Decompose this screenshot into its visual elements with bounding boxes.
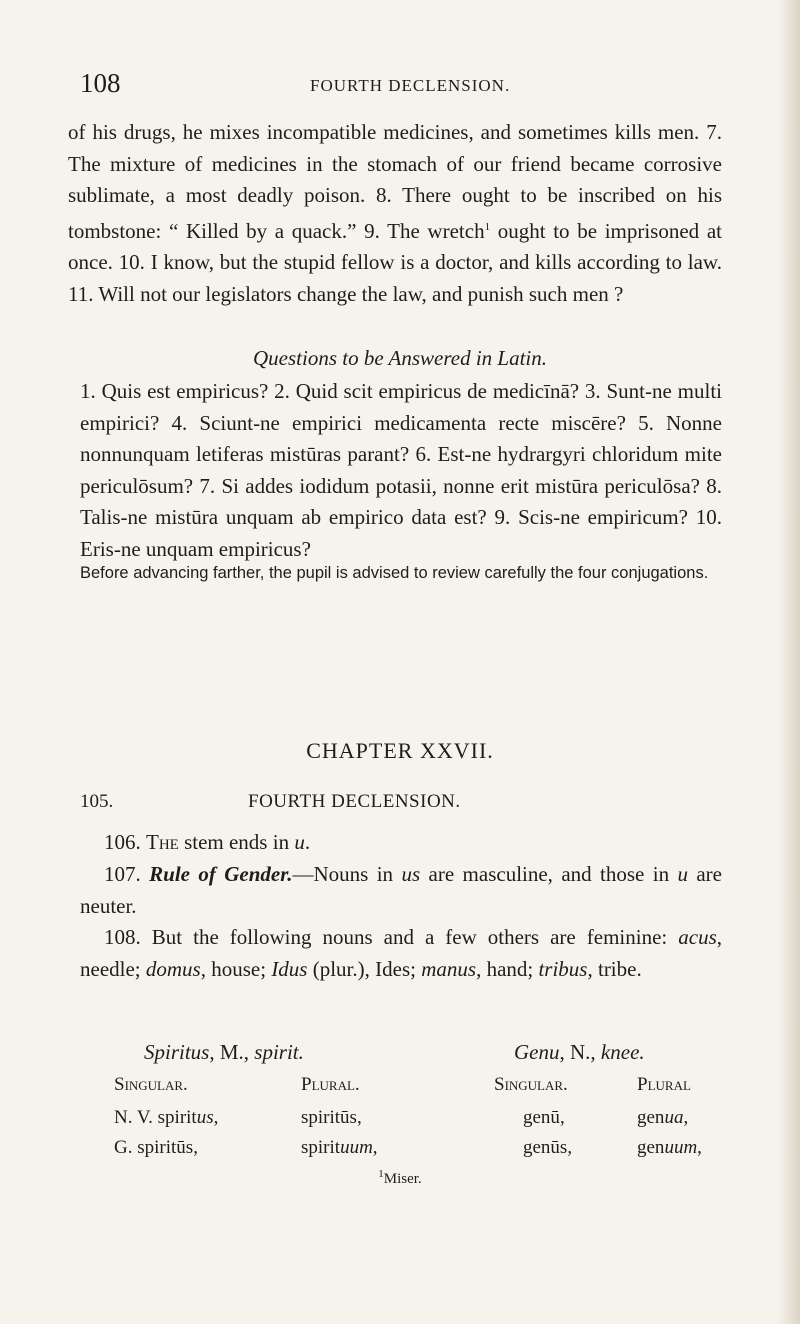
rule-106-u: u — [294, 830, 305, 854]
spiritus-gloss: spirit. — [254, 1040, 304, 1064]
rule-108-domus: domus — [145, 956, 201, 981]
rule-108-domus-gloss: , house; — [200, 956, 272, 981]
form-stem: spirit — [157, 1107, 197, 1128]
questions-heading: Questions to be Answered in Latin. — [253, 346, 547, 370]
section-number: 105. — [80, 791, 114, 812]
form: spiritūs — [301, 1107, 357, 1128]
decl-row-2-col-1: G. spiritūs, — [114, 1137, 198, 1158]
rule-108-acus: acus — [678, 925, 717, 949]
form-ending: uum — [340, 1137, 373, 1158]
exercise-text-b: ought to be imprisoned at once. 10. I know, but the stupid fellow is a doctor, and kills according to law. 11. Will not our legislators change the law, and punish such men ? — [68, 218, 722, 306]
decl-row-1-col-4: genua, — [637, 1107, 689, 1128]
form-stem: spirit — [301, 1137, 341, 1158]
rule-108-idus: Idus — [271, 956, 308, 981]
rule-107-text: —Nouns in — [292, 862, 402, 886]
case-label-nv: N. V. — [114, 1107, 153, 1128]
rule-107-u: u — [677, 862, 688, 886]
rule-108-manus: manus — [421, 956, 477, 981]
rule-108-acus-gloss: , needle; — [80, 925, 722, 981]
form: genū — [523, 1107, 560, 1128]
genu-heading: Genu, N., knee. — [514, 1040, 645, 1064]
decl-row-2-col-2: spirituum, — [301, 1137, 378, 1158]
decl-row-1-col-1: N. V. spiritus, — [114, 1107, 219, 1128]
section-title: FOURTH DECLENSION. — [248, 791, 461, 812]
rule-106-text: stem ends in — [178, 830, 295, 854]
case-label-g: G. — [114, 1137, 133, 1158]
form-stem: gen — [637, 1107, 665, 1128]
running-title: FOURTH DECLENSION. — [310, 76, 511, 95]
genu-gender: N. — [570, 1040, 591, 1064]
rule-108-manus-gloss: , hand; — [476, 956, 534, 981]
form-ending: uum — [664, 1137, 698, 1158]
footnote — [0, 1168, 800, 1188]
decl-row-1-col-2: spiritūs, — [301, 1107, 362, 1128]
footnote-marker: 1 — [484, 220, 491, 233]
genu-word: Genu — [514, 1040, 560, 1064]
rule-107-number: 107. — [104, 862, 141, 886]
footnote-text: Miser. — [383, 1171, 422, 1187]
form: genūs — [523, 1137, 568, 1158]
decl-row-2-col-4: genuum, — [637, 1137, 702, 1158]
genu-gloss: knee. — [600, 1040, 645, 1064]
exercise-paragraph — [68, 117, 722, 310]
form-ending: ua — [664, 1107, 684, 1128]
review-note: Before advancing farther, the pupil is advised to review carefully the four conjugations. — [80, 564, 709, 582]
rule-108-text: 108. But the following nouns and a few others are feminine: — [104, 925, 679, 949]
decl-row-2-col-3: genūs, — [523, 1137, 573, 1158]
col-header-plural-1: Plural. — [301, 1074, 360, 1095]
col-header-singular-2: Singular. — [494, 1074, 568, 1095]
rule-106-end: . — [304, 830, 311, 854]
form-ending: us — [196, 1107, 214, 1128]
col-header-singular-1: Singular. — [114, 1074, 188, 1095]
footnote-mark: 1 — [378, 1168, 384, 1180]
rule-108-tribus: tribus — [538, 956, 588, 981]
rule-107-end: are neuter. — [80, 862, 722, 918]
exercise-text-a: of his drugs, he mixes incompatible medicines, and sometimes kills men. 7. The mixture of medicines in the stomach of our friend became corrosive sublimate, a most deadly poison. 8. There ought to be inscribed on his tombstone: “ Killed by a quack.” 9. The wretch — [68, 120, 722, 243]
col-header-plural-2: Plural — [637, 1074, 691, 1095]
questions-paragraph: 1. Quis est empiricus? 2. Quid scit empiricus de medicīnā? 3. Sunt-ne multi empirici? 4. Sciunt-ne empirici medicamenta recte miscēre? 5. Nonne nonnunquam letiferas mistūras parant? 6. Est-ne hydrargyri chloridum mite periculōsum? 7. Si addes iodidum potasii, nonne erit mistūra periculōsa? 8. Talis-ne mistūra unquam ab empirico data est? 9. Scis-ne empiricum? 10. Eris-ne unquam empiricus? — [80, 379, 722, 561]
rule-106-lead: The — [146, 830, 179, 854]
form-stem: gen — [637, 1137, 665, 1158]
rule-108-idus-gloss: (plur.), Ides; — [307, 956, 422, 981]
form: spiritūs — [137, 1137, 194, 1158]
spiritus-gender: M. — [219, 1040, 244, 1064]
rule-106 — [104, 827, 722, 859]
rule-107-label: Rule of Gender. — [149, 862, 293, 886]
chapter-title: CHAPTER XXVII. — [306, 738, 494, 763]
rule-108 — [80, 922, 722, 985]
rule-107-mid: are masculine, and those in — [420, 862, 678, 886]
page-number: 108 — [80, 68, 121, 98]
page-edge — [778, 0, 800, 1324]
decl-row-1-col-3: genū, — [523, 1107, 565, 1128]
rule-107-us: us — [401, 862, 421, 886]
spiritus-word: Spiritus — [144, 1040, 210, 1064]
rule-107 — [80, 859, 722, 922]
rule-106-number: 106. — [104, 830, 141, 854]
spiritus-heading: Spiritus, M., spirit. — [144, 1040, 304, 1064]
rule-108-tribus-gloss: , tribe. — [587, 956, 642, 981]
